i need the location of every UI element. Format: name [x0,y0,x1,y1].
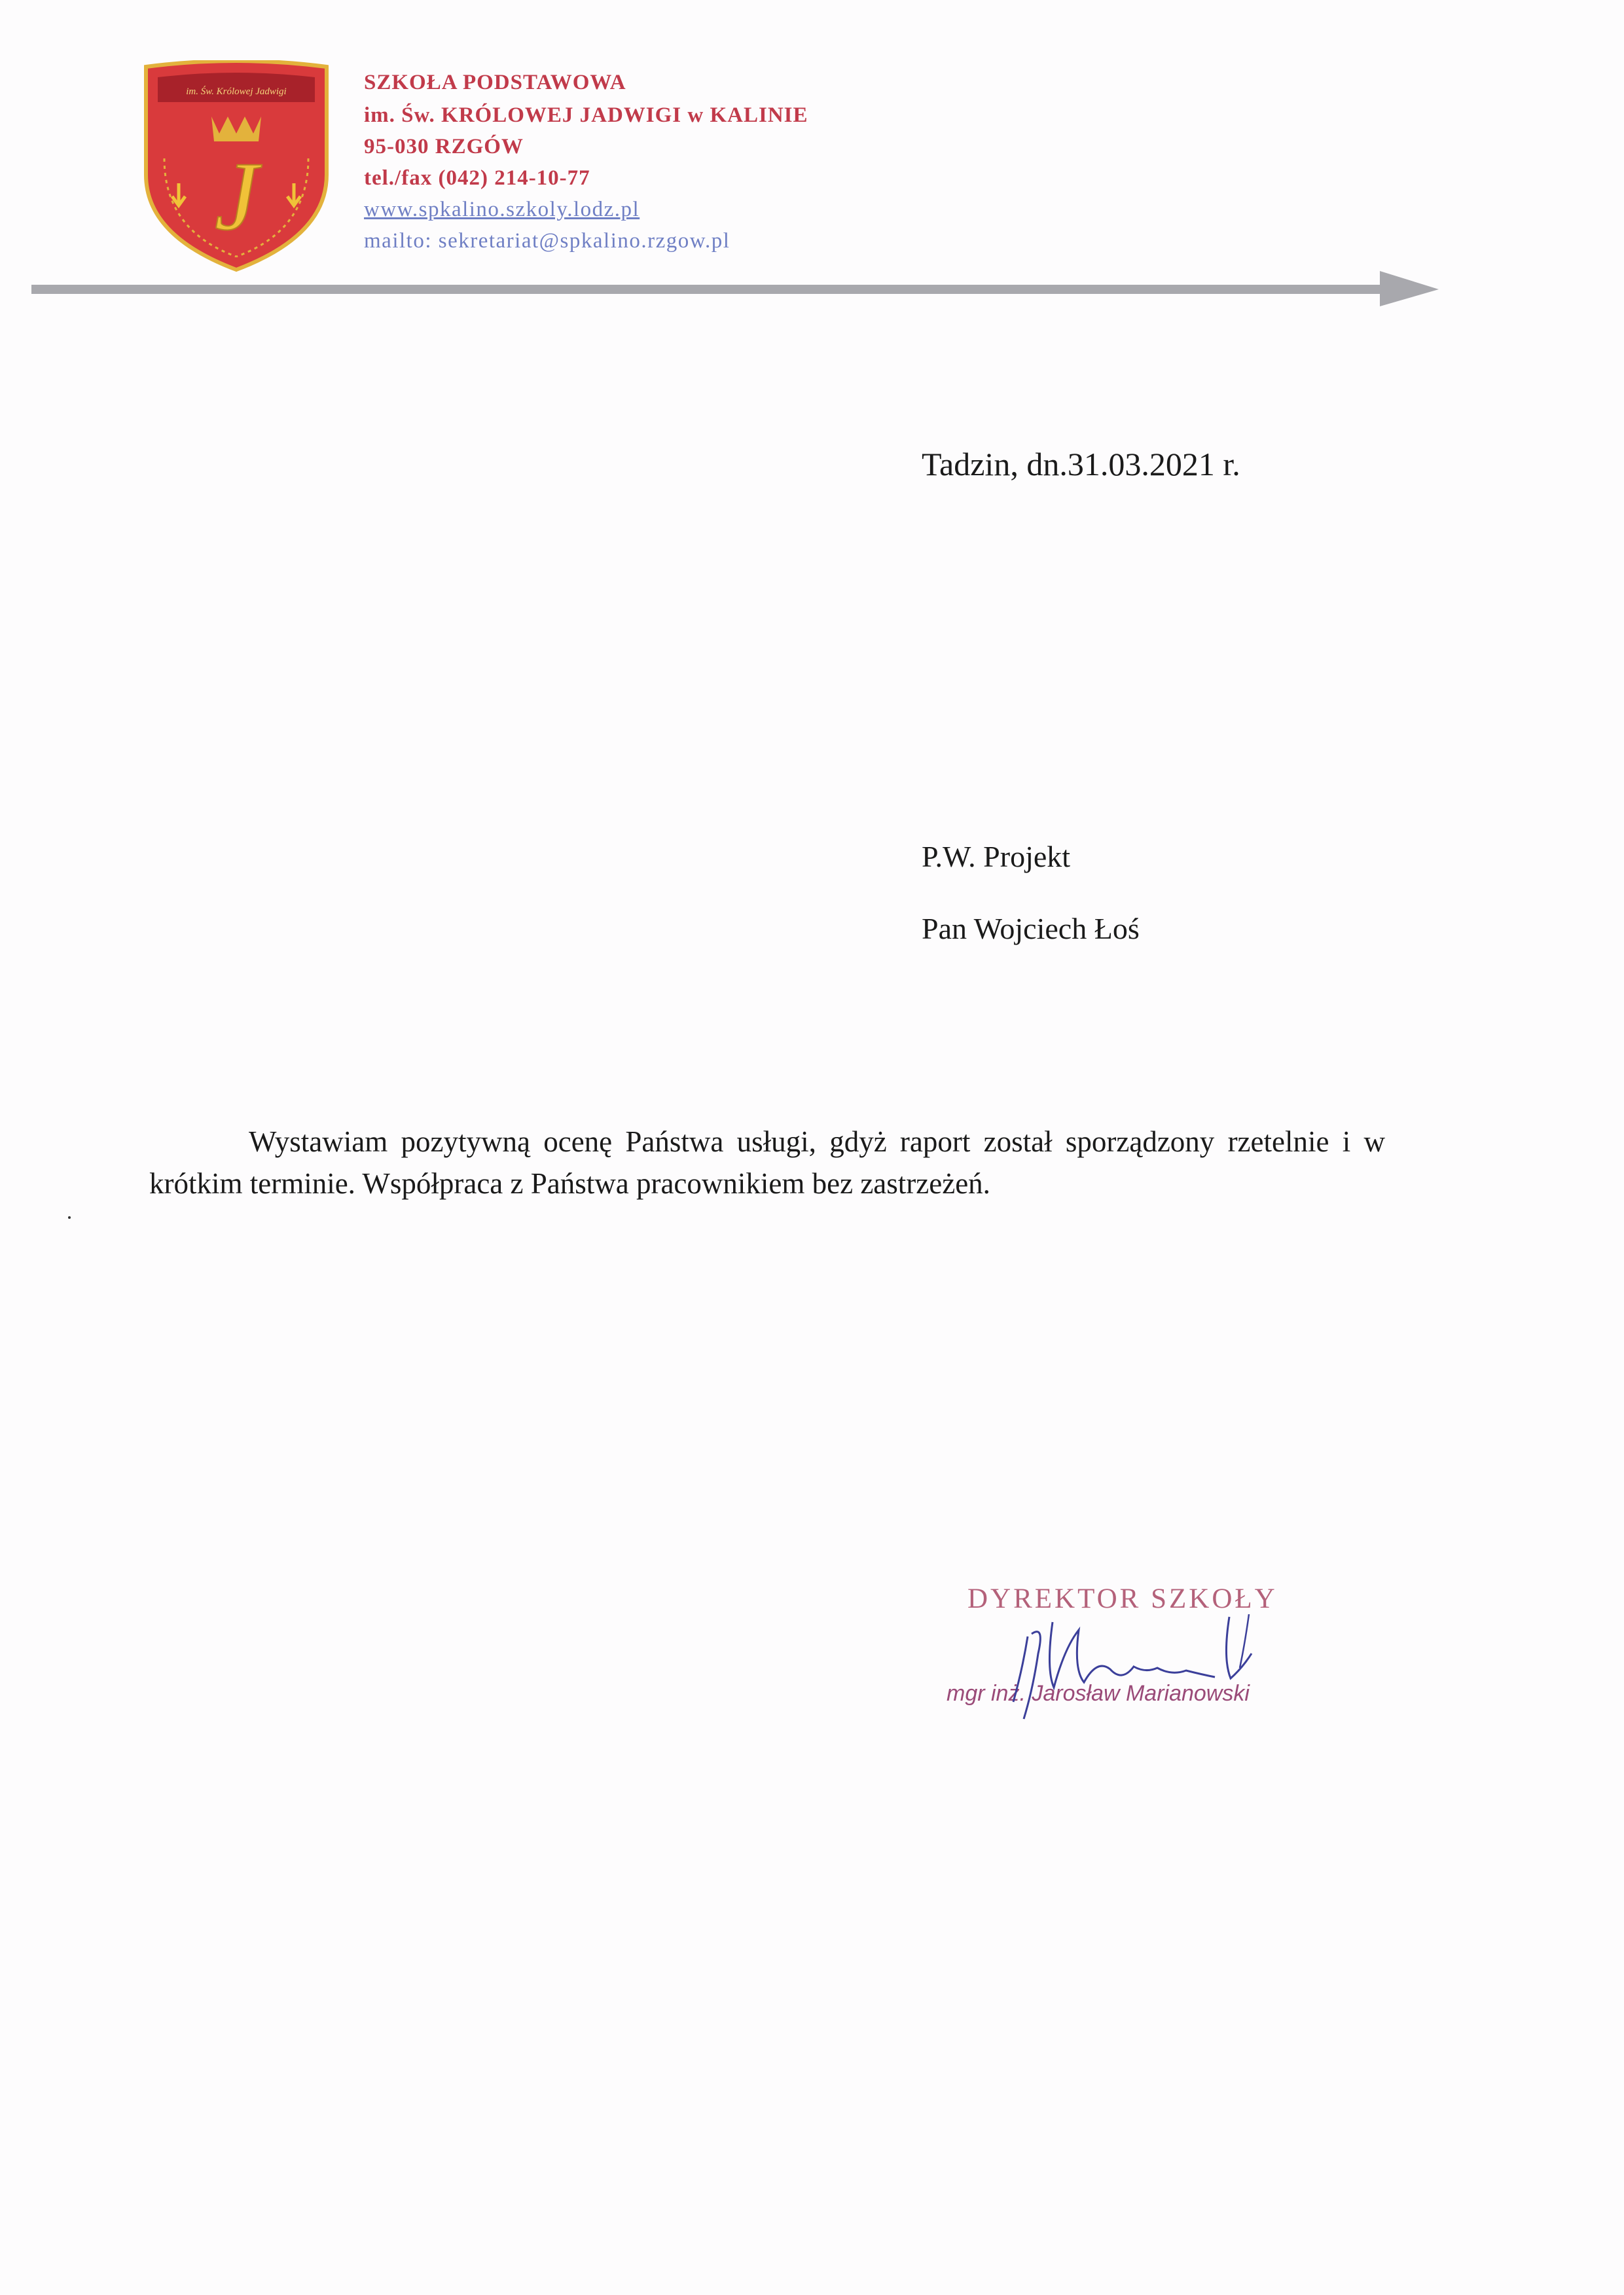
school-crest-icon [137,60,335,276]
letter-body: Wystawiam pozytywną ocenę Państwa usługi, gdyż raport został sporządzony rzetelnie i w krótkim terminie. Współpraca z Państwa pracownikiem bez zastrzeżeń. [149,1125,1385,1200]
letter-date: Tadzin, dn.31.03.2021 r. [922,446,1240,482]
crest-banner-text: im. Św. Królowej Jadwigi [186,86,287,97]
stamp-name: mgr inż. Jarosław Marianowski [947,1681,1250,1706]
school-patron: im. Św. KRÓLOWEJ JADWIGI w KALINIE [364,103,808,127]
stamp-title: DYREKTOR SZKOŁY [967,1583,1278,1614]
school-email-link[interactable]: mailto: sekretariat@spkalino.rzgow.pl [364,229,731,253]
school-postal-address: 95-030 RZGÓW [364,135,524,158]
school-website-link[interactable]: www.spkalino.szkoly.lodz.pl [364,198,640,221]
handwritten-signature-icon [982,1591,1296,1728]
crest-monogram: J [214,142,259,251]
scan-speck [68,1216,71,1219]
recipient-person: Pan Wojciech Łoś [922,912,1140,945]
school-name: SZKOŁA PODSTAWOWA [364,71,626,94]
recipient-company: P.W. Projekt [922,840,1071,873]
school-phone: tel./fax (042) 214-10-77 [364,166,590,190]
letterhead-arrow-rule [31,268,1439,308]
